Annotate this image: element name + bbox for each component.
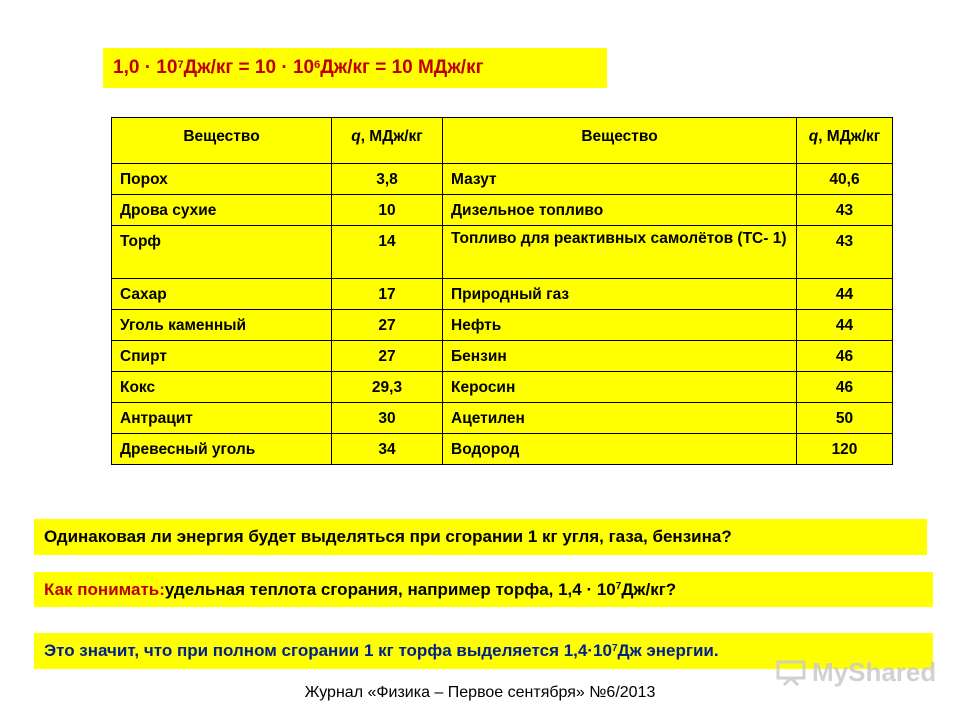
table-row [112,279,893,310]
cell-q-2: 50 [797,403,893,434]
header-substance-2: Вещество [443,118,797,164]
header-q-2: q, МДж/кг [797,118,893,164]
formula-exp1: 7 [177,59,184,71]
formula-part1: 1,0 · 10 [113,57,178,78]
answer-text: Это значит, что при полном сгорании 1 кг торфа выделяется 1,4·10 [44,641,612,660]
formula-part3: Дж/кг = 10 МДж/кг [320,57,484,78]
source-caption: Журнал «Физика – Первое сентября» №6/2013 [304,684,656,701]
cell-substance: Древесный уголь [112,434,332,465]
cell-substance: Кокс [112,372,332,403]
answer-unit: Дж энергии. [617,641,719,660]
cell-substance: Спирт [112,341,332,372]
cell-q-2: 43 [797,226,893,279]
table-row [112,195,893,226]
howto-unit: Дж/кг? [621,579,677,599]
cell-q-2: 46 [797,372,893,403]
cell-substance: Дрова сухие [112,195,332,226]
table-row [112,164,893,195]
cell-q: 17 [332,279,443,310]
cell-q: 30 [332,403,443,434]
cell-q: 34 [332,434,443,465]
header-substance: Вещество [112,118,332,164]
cell-substance-2: Нефть [443,310,797,341]
cell-q-2: 46 [797,341,893,372]
cell-substance-2: Топливо для реактивных самолётов (ТС- 1) [443,226,797,279]
cell-substance-2: Дизельное топливо [443,195,797,226]
cell-q-2: 120 [797,434,893,465]
cell-q: 27 [332,341,443,372]
cell-q: 14 [332,226,443,279]
cell-q: 27 [332,310,443,341]
cell-q-2: 44 [797,279,893,310]
cell-q: 3,8 [332,164,443,195]
cell-substance: Уголь каменный [112,310,332,341]
cell-substance: Антрацит [112,403,332,434]
presentation-icon [776,660,806,686]
formula-part2: Дж/кг = 10 · 10 [183,57,315,78]
howto-exp: 7 [615,581,622,592]
cell-substance-2: Бензин [443,341,797,372]
table-row [112,310,893,341]
formula-box [103,48,607,88]
table-header-row [112,118,893,164]
cell-q-2: 43 [797,195,893,226]
cell-q: 10 [332,195,443,226]
table-row [112,403,893,434]
table-row [112,434,893,465]
table-row [112,341,893,372]
question-text: Одинаковая ли энергия будет выделяться при сгорании 1 кг угля, газа, бензина? [44,527,732,546]
cell-substance: Торф [112,226,332,279]
cell-substance-2: Керосин [443,372,797,403]
howto-bar [34,572,933,607]
cell-q: 29,3 [332,372,443,403]
formula-exp2: 6 [314,59,321,71]
cell-substance: Сахар [112,279,332,310]
cell-substance-2: Природный газ [443,279,797,310]
question-bar [34,519,927,555]
table-row [112,226,893,279]
howto-text: удельная теплота сгорания, например торфа, 1,4 · 10 [164,579,616,599]
cell-substance-2: Мазут [443,164,797,195]
answer-exp: 7 [611,642,618,654]
heat-of-combustion-table [111,117,893,465]
cell-substance: Порох [112,164,332,195]
cell-q-2: 40,6 [797,164,893,195]
cell-substance-2: Водород [443,434,797,465]
howto-label: Как понимать: [44,579,165,599]
cell-substance-2: Ацетилен [443,403,797,434]
watermark-text: MyShared [812,657,937,687]
header-q: q, МДж/кг [332,118,443,164]
cell-q-2: 44 [797,310,893,341]
table-row [112,372,893,403]
